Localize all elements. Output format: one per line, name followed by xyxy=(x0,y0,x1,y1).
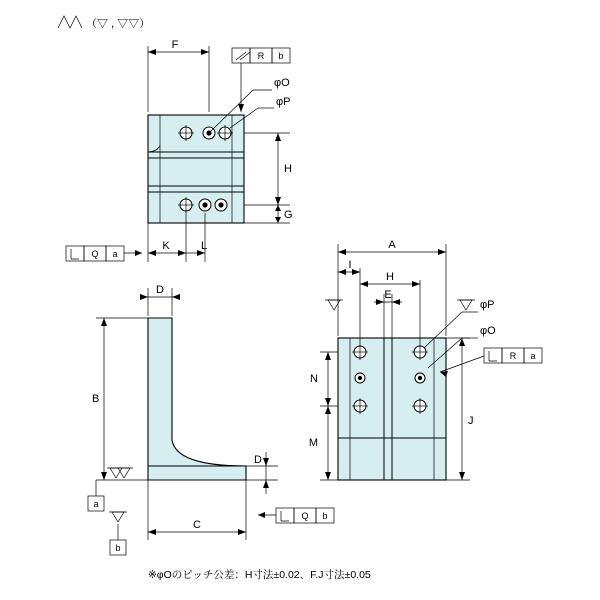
dim-label-L: L xyxy=(200,240,208,252)
label-phi-p-front: φP xyxy=(480,299,495,311)
side-view-outline xyxy=(148,318,246,480)
dim-E xyxy=(374,289,402,338)
gdt-tol-Q-top: Q xyxy=(91,249,99,259)
datum-b-side xyxy=(109,512,127,555)
dim-label-I: I xyxy=(348,259,352,271)
dim-label-A: A xyxy=(388,239,396,251)
dim-F xyxy=(148,39,209,112)
gdt-tol-Q-side: Q xyxy=(301,511,309,521)
dim-B xyxy=(92,318,148,480)
dim-label-B: B xyxy=(92,393,100,405)
dim-N xyxy=(310,352,338,406)
gdt-tol-R-front: R xyxy=(509,351,517,361)
gdt-tol-R: R xyxy=(257,51,265,61)
footnote-text: ※φOのピッチ公差：H寸法±0.02、F.J寸法±0.05 xyxy=(148,569,371,581)
dim-label-F: F xyxy=(171,39,179,51)
dim-I xyxy=(338,259,360,344)
gdt-frame-perp-R-a xyxy=(440,348,542,377)
dim-label-C: C xyxy=(193,519,201,531)
dim-label-D-right: D xyxy=(254,454,262,466)
dim-H-front xyxy=(360,271,420,344)
dim-label-G: G xyxy=(284,209,293,221)
label-phi-o-front: φO xyxy=(480,325,496,337)
dim-label-D-top: D xyxy=(156,284,164,296)
gdt-frame-perp-Q-a xyxy=(66,246,142,261)
front-view xyxy=(309,239,542,480)
dim-label-N: N xyxy=(310,373,318,385)
dim-D-right xyxy=(246,452,278,494)
dim-label-H-front: H xyxy=(386,271,394,283)
gdt-datum-b-top: b xyxy=(278,51,284,61)
top-view-holes-lower xyxy=(178,197,227,213)
dim-label-H-top: H xyxy=(284,163,292,175)
label-phi-o-top: φO xyxy=(274,77,290,89)
top-view xyxy=(66,39,293,262)
side-view xyxy=(88,284,334,555)
dim-G xyxy=(244,205,293,223)
dim-M xyxy=(309,406,338,480)
datum-label-b: b xyxy=(115,543,121,553)
datum-a-side xyxy=(88,480,104,511)
gdt-datum-a-front: a xyxy=(530,351,536,361)
dim-H-top xyxy=(244,133,292,205)
dim-D-top xyxy=(140,284,180,316)
dim-label-J: J xyxy=(468,415,474,427)
title-surface-symbol xyxy=(58,16,150,30)
title-symbol-text: （▽ , ▽▽） xyxy=(86,18,151,30)
gdt-datum-a-top: a xyxy=(112,249,118,259)
dim-J xyxy=(446,338,474,480)
gdt-datum-b-side: b xyxy=(322,511,328,521)
label-phi-p-top: φP xyxy=(276,96,291,108)
dim-label-M: M xyxy=(308,437,318,449)
dim-label-E: E xyxy=(384,289,392,301)
dim-C xyxy=(148,480,246,540)
gdt-frame-perp-Q-b xyxy=(258,508,334,523)
datum-label-a: a xyxy=(93,499,99,509)
dim-label-K: K xyxy=(162,240,170,252)
surface-marks-side xyxy=(107,468,133,478)
